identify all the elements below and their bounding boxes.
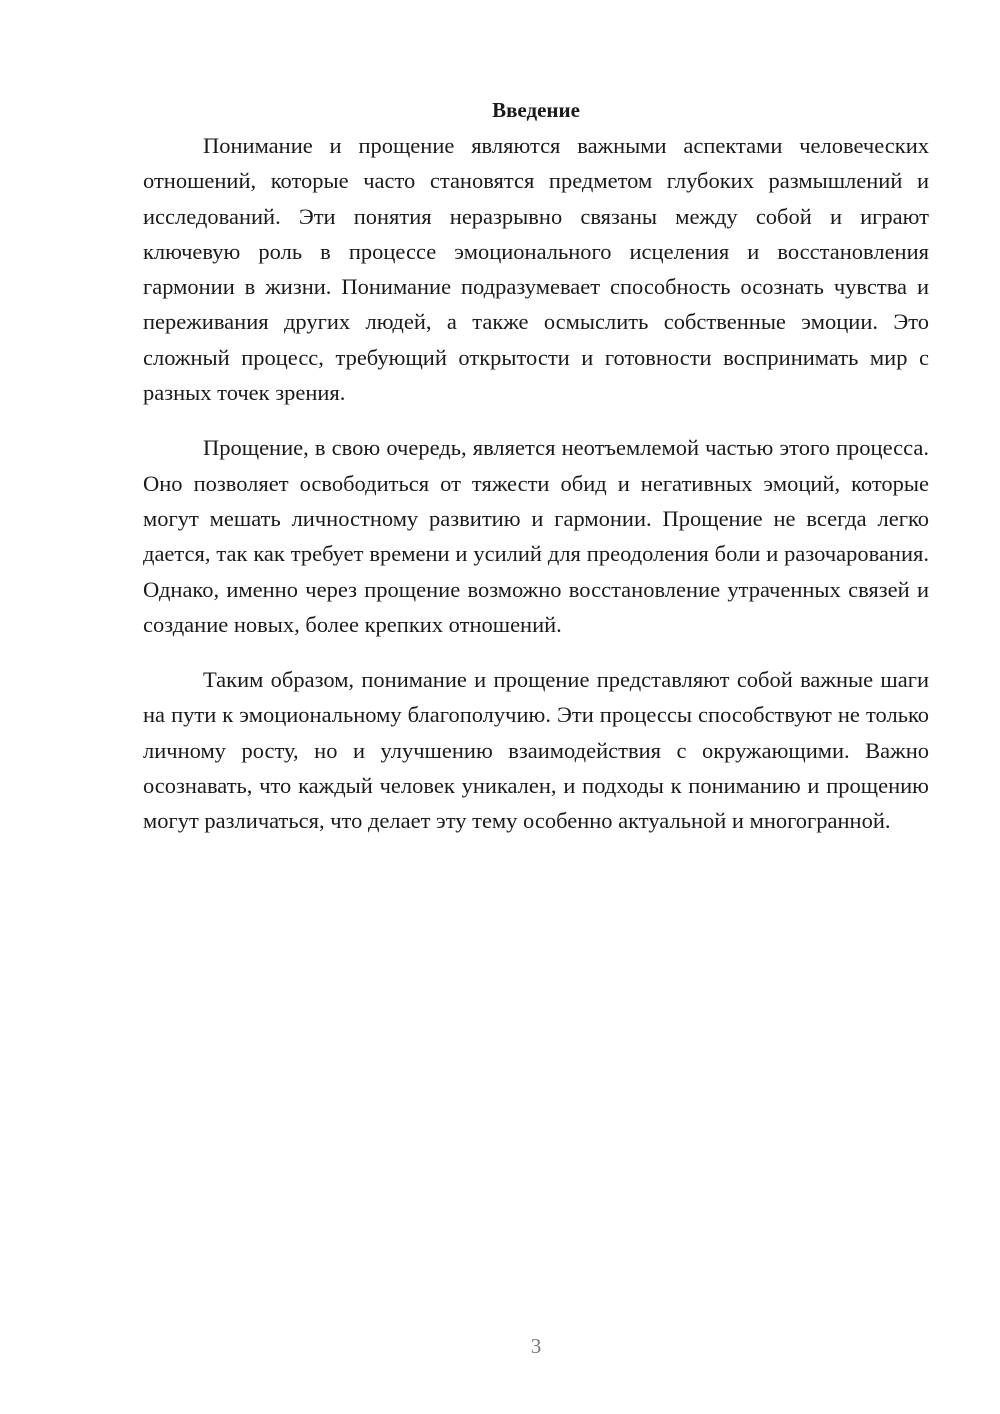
paragraph-2: Прощение, в свою очередь, является неотъемлемой частью этого процесса. Оно позволяет освободиться от тяжести обид и негативных эмоций, которые могут мешать личностному развитию и гармонии. Прощение не всегда легко дается, так как требует времени и усилий для преодоления боли и разочарования. Однако, именно через прощение возможно восстановление утраченных связей и создание новых, более крепких отношений. [143, 435, 929, 637]
section-heading: Введение [492, 98, 580, 122]
page-content [143, 92, 929, 839]
paragraph-3: Таким образом, понимание и прощение представляют собой важные шаги на пути к эмоциональному благополучию. Эти процессы способствуют не только личному росту, но и улучшению взаимодействия с окружающими. Важно осознавать, что каждый человек уникален, и подходы к пониманию и прощению могут различаться, что делает эту тему особенно актуальной и многогранной. [143, 667, 929, 834]
paragraph-1: Понимание и прощение являются важными аспектами человеческих отношений, которые часто становятся предметом глубоких размышлений и исследований. Эти понятия неразрывно связаны между собой и играют ключевую роль в процессе эмоционального исцеления и восстановления гармонии в жизни. Понимание подразумевает способность осознать чувства и переживания других людей, а также осмыслить собственные эмоции. Это сложный процесс, требующий открытости и готовности воспринимать мир с разных точек зрения. [143, 133, 929, 406]
page-number: 3 [530, 1334, 542, 1358]
